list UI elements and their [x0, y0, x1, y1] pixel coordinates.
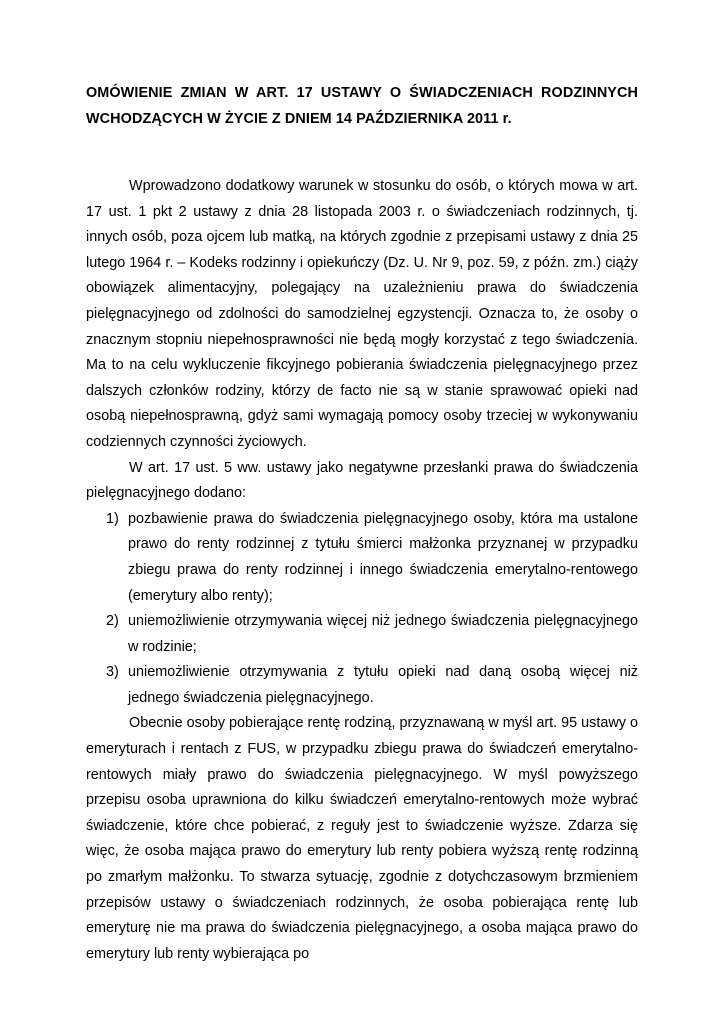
list-item-text: pozbawienie prawa do świadczenia pielęgnacyjnego osoby, która ma ustalone prawo do renty rodzinnej z tytułu śmierci małżonka przyznanej w przypadku zbiegu prawa do renty rodzinnej i innego świadczenia emerytalno-rentowego (emerytury albo renty); — [128, 510, 638, 604]
list-item-text: uniemożliwienie otrzymywania z tytułu opieki nad daną osobą więcej niż jednego świadczenia pielęgnacyjnego. — [128, 664, 638, 706]
document-title: OMÓWIENIE ZMIAN W ART. 17 USTAWY O ŚWIADCZENIACH RODZINNYCH WCHODZĄCYCH W ŻYCIE Z DNIEM 14 PAŹDZIERNIKA 2011 r. — [86, 85, 638, 127]
paragraph-negative-conditions: W art. 17 ust. 5 ww. ustawy jako negatywne przesłanki prawa do świadczenia pielęgnacyjnego dodano: — [86, 459, 638, 502]
list-item-text: uniemożliwienie otrzymywania więcej niż jednego świadczenia pielęgnacyjnego w rodzinie; — [128, 613, 638, 655]
paragraph-current-situation: Obecnie osoby pobierające rentę rodziną, przyznawaną w myśl art. 95 ustawy o emeryturach i rentach z FUS, w przypadku zbiegu prawa do świadczeń emerytalno-rentowych miały prawo do świadczenia pielęgnacyjnego. W myśl powyższego przepisu osoba uprawniona do kilku świadczeń emerytalno-rentowych może wybrać świadczenie, które chce pobierać, z reguły jest to świadczenie wyższe. Zdarza się więc, że osoba mająca prawo do emerytury lub renty pobiera wyższą rentę rodzinną po zmarłym małżonku. To stwarza sytuację, zgodnie z dotychczasowym brzmieniem przepisów ustawy o świadczeniach rodzinnych, że osoba pobierająca rentę lub emeryturę nie ma prawa do świadczenia pielęgnacyjnego, a osoba mająca prawo do emerytury lub renty wybierająca po — [86, 715, 638, 962]
list-item — [106, 609, 638, 660]
amendments-list — [86, 507, 638, 712]
list-item-number: 1) — [106, 510, 119, 527]
paragraph-intro: Wprowadzono dodatkowy warunek w stosunku do osób, o których mowa w art. 17 ust. 1 pkt 2 ustawy z dnia 28 listopada 2003 r. o świadczeniach rodzinnych, tj. innych osób, poza ojcem lub matką, na których zgodnie z przepisami ustawy z dnia 25 lutego 1964 r. – Kodeks rodzinny i opiekuńczy (Dz. U. Nr 9, poz. 59, z późn. zm.) ciąży obowiązek alimentacyjny, polegający na uzależnieniu prawa do świadczenia pielęgnacyjnego od zdolności do samodzielnej egzystencji. Oznacza to, że osoby o znacznym stopniu niepełnosprawności nie będą mogły korzystać z tego świadczenia. Ma to na celu wykluczenie fikcyjnego pobierania świadczenia pielęgnacyjnego przez dalszych członków rodziny, którzy de facto nie są w stanie sprawować opieki nad osobą niepełnosprawną, gdyż sami wymagają pomocy osoby trzeciej w wykonywaniu codziennych czynności życiowych. — [86, 178, 638, 450]
list-item — [106, 507, 638, 609]
list-item-number: 2) — [106, 613, 119, 630]
list-item-number: 3) — [106, 664, 119, 681]
list-item — [106, 660, 638, 711]
